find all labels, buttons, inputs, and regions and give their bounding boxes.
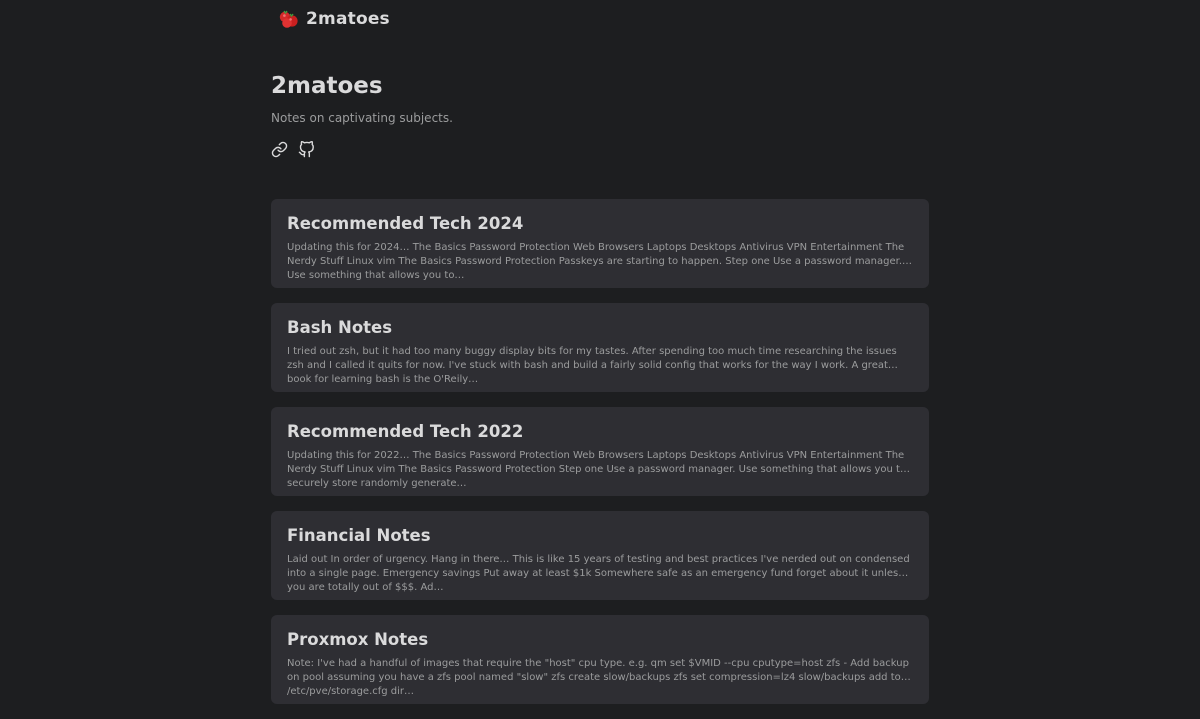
post-card-bash-notes[interactable] [271,303,929,392]
post-title[interactable]: Recommended Tech 2024 [287,214,524,233]
post-list [271,199,929,719]
page-title: 2matoes [271,73,383,99]
post-title[interactable]: Recommended Tech 2022 [287,422,524,441]
post-summary: I tried out zsh, but it had too many buggy display bits for my tastes. After spending too much time researching the issues zsh and I called it quits for now. I've stuck with bash and build a fairly solid config that works for the way I work. A great book for learning bash is the O'Reily… [287,346,897,385]
social-icons [271,141,931,158]
profile-section [271,70,931,158]
post-card-recommended-tech-2022[interactable] [271,407,929,496]
post-summary: Laid out In order of urgency. Hang in there… This is like 15 years of testing and best practices I've nerded out on condensed into a single page. Emergency savings Put away at least $1k Somewhere safe as an emergency fund forget about it unless you are totally out of $$$. Ad… [287,554,910,593]
post-title[interactable]: Bash Notes [287,318,393,337]
link-icon[interactable] [271,141,288,158]
site-name-link[interactable]: 2matoes [306,9,390,29]
github-icon[interactable] [298,141,315,158]
post-title[interactable]: Financial Notes [287,526,431,545]
page-subtitle: Notes on captivating subjects. [271,111,453,125]
site-header [278,5,390,33]
post-card-recommended-tech-2024[interactable] [271,199,929,288]
post-card-proxmox-notes[interactable] [271,615,929,704]
post-title[interactable]: Proxmox Notes [287,630,429,649]
tomato-icon[interactable] [278,8,300,30]
post-card-financial-notes[interactable] [271,511,929,600]
post-summary: Updating this for 2024… The Basics Password Protection Web Browsers Laptops Desktops Antivirus VPN Entertainment The Nerdy Stuff Linux vim The Basics Password Protection Passkeys are starting to happen. Step one Use a password manager. Use something that allows you to… [287,242,905,281]
post-summary: Updating this for 2022… The Basics Password Protection Web Browsers Laptops Desktops Antivirus VPN Entertainment The Nerdy Stuff Linux vim The Basics Password Protection Step one Use a password manager. Use something that allows you to securely store randomly generate… [287,450,907,489]
post-summary: Note: I've had a handful of images that require the "host" cpu type. e.g. qm set $VMID --cpu cputype=host zfs - Add backup on pool assuming you have a zfs pool named "slow" zfs create slow/backups zfs set compression=lz4 slow/backups add to /etc/pve/storage.cfg dir… [287,658,909,697]
